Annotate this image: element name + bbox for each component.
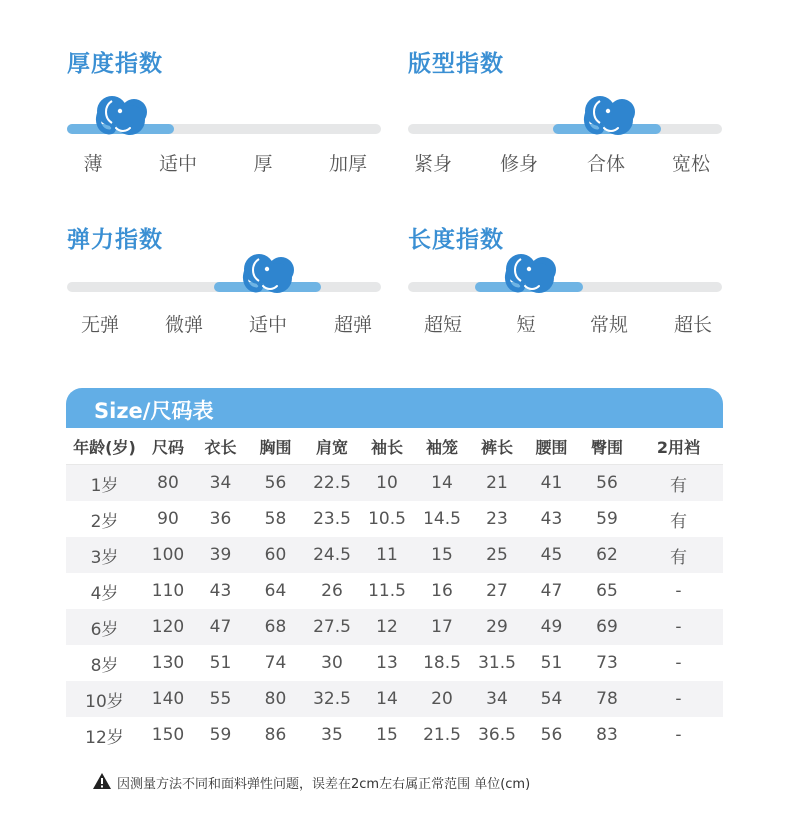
table-cell: 14 (361, 681, 413, 717)
table-cell: 8岁 (66, 645, 143, 681)
table-row (66, 645, 723, 681)
length-index (408, 221, 722, 356)
scale-label: 修身 (499, 153, 539, 175)
table-cell: 83 (580, 717, 634, 753)
table-cell: 47 (193, 609, 248, 645)
index-track (408, 124, 722, 134)
table-cell: 39 (193, 537, 248, 573)
table-cell: 120 (143, 609, 193, 645)
table-row (66, 681, 723, 717)
scale-label: 超短 (423, 314, 463, 336)
scale-label: 厚 (253, 153, 273, 175)
table-cell: 100 (143, 537, 193, 573)
table-cell: 45 (523, 537, 580, 573)
table-cell: 24.5 (303, 537, 361, 573)
size-table-title: Size/尺码表 (94, 399, 214, 423)
table-cell: 1岁 (66, 465, 143, 502)
elasticity-index (67, 221, 381, 356)
index-title: 长度指数 (408, 227, 504, 253)
table-cell: 34 (471, 681, 523, 717)
table-cell: 14 (413, 465, 471, 502)
scale-label: 适中 (248, 314, 288, 336)
table-cell: 43 (523, 501, 580, 537)
table-cell: 56 (580, 465, 634, 502)
table-cell: 3岁 (66, 537, 143, 573)
elephant-icon (90, 94, 152, 138)
table-cell: - (634, 645, 723, 681)
table-cell: 有 (634, 537, 723, 573)
scale-label: 合体 (586, 153, 626, 175)
table-cell: 64 (248, 573, 303, 609)
column-header: 肩宽 (303, 428, 361, 465)
table-cell: 43 (193, 573, 248, 609)
column-header: 腰围 (523, 428, 580, 465)
table-cell: - (634, 609, 723, 645)
table-cell: 有 (634, 465, 723, 502)
column-header: 裤长 (471, 428, 523, 465)
table-cell: 150 (143, 717, 193, 753)
table-cell: 140 (143, 681, 193, 717)
table-cell: 86 (248, 717, 303, 753)
table-cell: 90 (143, 501, 193, 537)
column-header: 袖长 (361, 428, 413, 465)
table-cell: 56 (248, 465, 303, 502)
table-header-row (66, 428, 723, 465)
table-cell: 58 (248, 501, 303, 537)
warning-icon (92, 772, 112, 790)
table-cell: 25 (471, 537, 523, 573)
index-track (408, 282, 722, 292)
table-cell: 16 (413, 573, 471, 609)
table-cell: 15 (361, 717, 413, 753)
index-track (67, 282, 381, 292)
table-cell: 69 (580, 609, 634, 645)
index-track (67, 124, 381, 134)
table-cell: 12岁 (66, 717, 143, 753)
scale-label: 薄 (83, 153, 103, 175)
table-cell: 27.5 (303, 609, 361, 645)
index-scale (67, 310, 381, 340)
index-scale (67, 149, 381, 179)
scale-label: 加厚 (328, 153, 368, 175)
elephant-icon (237, 252, 299, 296)
table-row (66, 501, 723, 537)
column-header: 衣长 (193, 428, 248, 465)
table-cell: 14.5 (413, 501, 471, 537)
index-scale (408, 149, 722, 179)
table-cell: 11.5 (361, 573, 413, 609)
table-cell: 6岁 (66, 609, 143, 645)
table-cell: 18.5 (413, 645, 471, 681)
table-cell: 51 (523, 645, 580, 681)
table-cell: 56 (523, 717, 580, 753)
table-cell: 4岁 (66, 573, 143, 609)
scale-label: 无弹 (80, 314, 120, 336)
fit-index (408, 45, 722, 180)
table-cell: 有 (634, 501, 723, 537)
scale-label: 紧身 (413, 153, 453, 175)
table-cell: 23.5 (303, 501, 361, 537)
table-cell: 78 (580, 681, 634, 717)
table-cell: 34 (193, 465, 248, 502)
table-cell: 2岁 (66, 501, 143, 537)
table-cell: 36.5 (471, 717, 523, 753)
table-cell: 80 (143, 465, 193, 502)
table-cell: 10 (361, 465, 413, 502)
table-cell: 11 (361, 537, 413, 573)
scale-label: 适中 (158, 153, 198, 175)
table-cell: 21 (471, 465, 523, 502)
scale-label: 超弹 (333, 314, 373, 336)
table-cell: 49 (523, 609, 580, 645)
table-cell: - (634, 573, 723, 609)
scale-label: 常规 (589, 314, 629, 336)
table-cell: 35 (303, 717, 361, 753)
elephant-icon (499, 252, 561, 296)
table-cell: 32.5 (303, 681, 361, 717)
column-header: 年龄(岁) (66, 428, 143, 465)
table-cell: 62 (580, 537, 634, 573)
table-cell: - (634, 681, 723, 717)
column-header: 袖笼 (413, 428, 471, 465)
table-cell: 55 (193, 681, 248, 717)
table-row (66, 573, 723, 609)
table-cell: - (634, 717, 723, 753)
table-cell: 68 (248, 609, 303, 645)
table-cell: 54 (523, 681, 580, 717)
table-cell: 59 (580, 501, 634, 537)
size-table-body (66, 465, 723, 754)
table-cell: 13 (361, 645, 413, 681)
table-cell: 23 (471, 501, 523, 537)
column-header: 臀围 (580, 428, 634, 465)
table-cell: 73 (580, 645, 634, 681)
table-row (66, 609, 723, 645)
elephant-icon (578, 94, 640, 138)
note-text: 因测量方法不同和面料弹性问题，误差在2cm左右属正常范围 单位(cm) (117, 777, 531, 792)
table-cell: 21.5 (413, 717, 471, 753)
table-cell: 65 (580, 573, 634, 609)
table-cell: 10岁 (66, 681, 143, 717)
size-table (66, 428, 723, 753)
scale-label: 短 (516, 314, 536, 336)
column-header: 尺码 (143, 428, 193, 465)
table-cell: 80 (248, 681, 303, 717)
table-cell: 10.5 (361, 501, 413, 537)
table-row (66, 537, 723, 573)
size-table-header (66, 388, 723, 428)
index-title: 弹力指数 (67, 227, 163, 253)
table-row (66, 717, 723, 753)
table-cell: 74 (248, 645, 303, 681)
table-cell: 20 (413, 681, 471, 717)
scale-label: 超长 (673, 314, 713, 336)
table-cell: 110 (143, 573, 193, 609)
table-cell: 12 (361, 609, 413, 645)
table-cell: 59 (193, 717, 248, 753)
scale-label: 宽松 (671, 153, 711, 175)
table-cell: 47 (523, 573, 580, 609)
table-cell: 22.5 (303, 465, 361, 502)
table-cell: 29 (471, 609, 523, 645)
table-row (66, 465, 723, 502)
table-cell: 31.5 (471, 645, 523, 681)
table-cell: 51 (193, 645, 248, 681)
table-cell: 60 (248, 537, 303, 573)
index-title: 版型指数 (408, 51, 504, 77)
column-header: 胸围 (248, 428, 303, 465)
table-cell: 15 (413, 537, 471, 573)
table-cell: 30 (303, 645, 361, 681)
table-cell: 27 (471, 573, 523, 609)
table-cell: 130 (143, 645, 193, 681)
scale-label: 微弹 (164, 314, 204, 336)
thickness-index (67, 45, 381, 180)
index-title: 厚度指数 (67, 51, 163, 77)
index-scale (408, 310, 722, 340)
column-header: 2用裆 (634, 428, 723, 465)
table-cell: 17 (413, 609, 471, 645)
table-cell: 36 (193, 501, 248, 537)
table-cell: 41 (523, 465, 580, 502)
table-cell: 26 (303, 573, 361, 609)
